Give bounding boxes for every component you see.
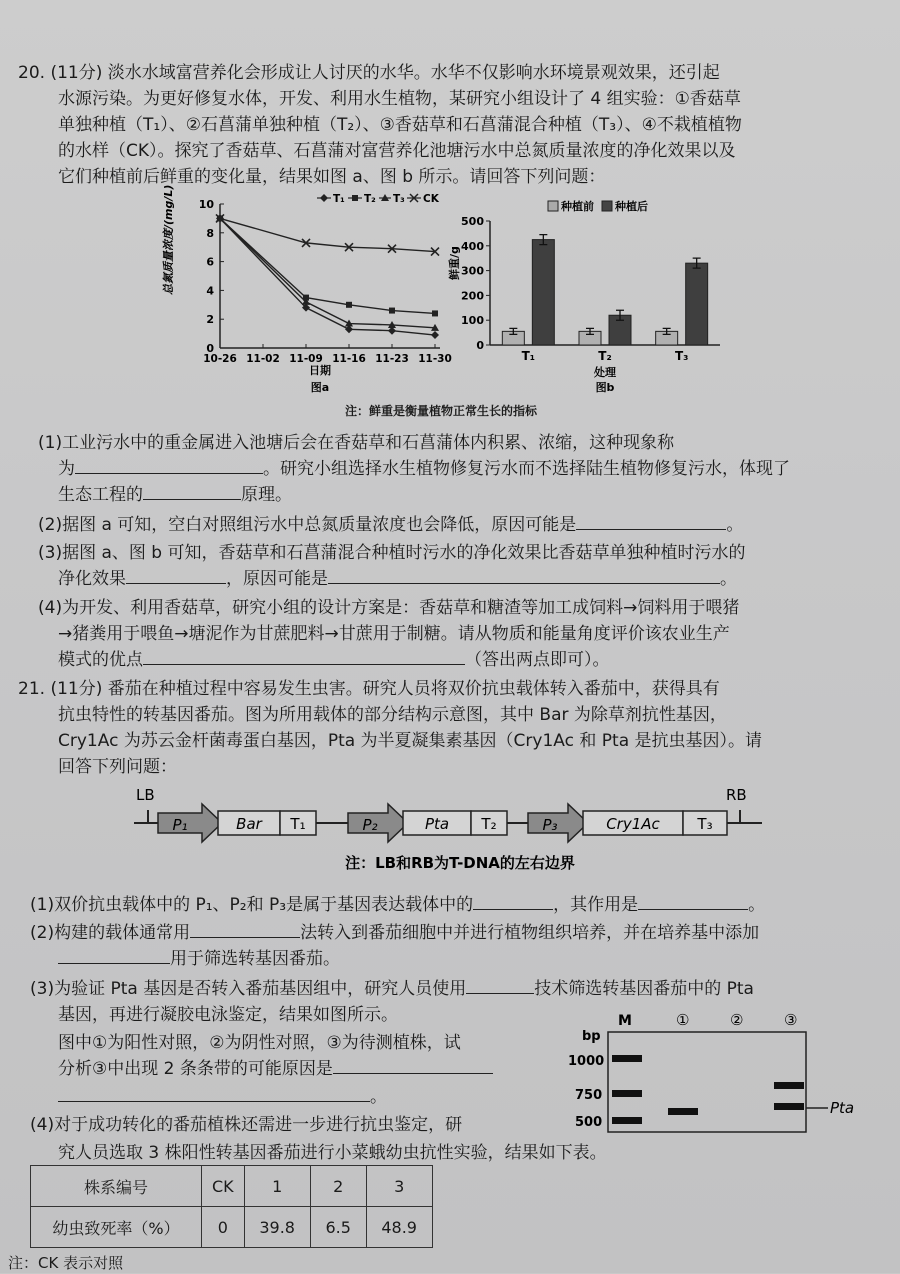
svg-text:T₁: T₁ (290, 815, 306, 833)
chart-note: 注：鲜重是衡量植物正常生长的指标 (345, 404, 538, 418)
chart-a-ytick-label: 10 (198, 198, 214, 211)
table-cell: 0 (202, 1207, 245, 1248)
q20-1-line3: 生态工程的 原理。 (58, 485, 292, 505)
bar-种植后-T₁ (532, 240, 554, 345)
answer-blank[interactable] (190, 922, 300, 938)
chart-b-ylabel: 鲜重/g (448, 246, 461, 280)
answer-blank[interactable] (126, 568, 226, 584)
vector-diagram (130, 780, 770, 880)
answer-blank[interactable] (75, 458, 263, 474)
q21-2-line1: (2)构建的载体通常用 法转入到番茄细胞中并进行植物组织培养，并在培养基中添加 (30, 923, 760, 943)
chart-a-xtick-label: 11-30 (418, 353, 452, 365)
chart-b-ytick-label: 300 (461, 264, 484, 278)
chart-b-ytick-label: 200 (461, 289, 484, 303)
lane3-band-upper (774, 1082, 804, 1089)
line-chart-a (162, 184, 460, 413)
table-cell: 39.8 (244, 1207, 310, 1248)
legend-t2: T₂ (364, 193, 376, 205)
q20-intro-line: 的水样（CK）。探究了香菇草、石菖蒲对富营养化池塘污水中总氮质量浓度的净化效果以及 (58, 141, 736, 161)
q21-4-line1: (4)对于成功转化的番茄植株还需进一步进行抗虫鉴定，研 (30, 1115, 463, 1135)
q21-4-line2: 究人员选取 3 株阳性转基因番茄进行小菜蛾幼虫抗性实验，结果如下表。 (58, 1143, 607, 1163)
q21-2-line2: 用于筛选转基因番茄。 (58, 948, 340, 970)
gel-label-500: 500 (575, 1115, 603, 1130)
marker-band-1000 (612, 1055, 642, 1062)
table-cell: CK (202, 1166, 245, 1207)
chart-a-ytick-label: 0 (206, 342, 214, 355)
chart-a-ytick-label: 4 (206, 284, 214, 298)
gel-pta-label: Pta (830, 1099, 855, 1117)
larvae-mortality-table (30, 1165, 433, 1248)
series-line-T₁ (220, 218, 435, 335)
table-header-row (31, 1166, 433, 1207)
data-point-T₂ (346, 302, 352, 308)
gel-lane-m: M (618, 1013, 632, 1029)
marker-band-500 (612, 1117, 642, 1124)
svg-text:Bar: Bar (236, 815, 262, 833)
gel-lane-3: ③ (784, 1011, 798, 1029)
table-note: 注：CK 表示对照 (8, 1254, 124, 1272)
q20-1-line1: (1)工业污水中的重金属进入池塘后会在香菇草和石菖蒲体内积累、浓缩，这种现象称 (38, 433, 675, 453)
lb-label: LB (136, 786, 155, 804)
series-line-T₂ (220, 218, 435, 313)
chart-a-title: 图a (310, 381, 330, 394)
answer-blank[interactable] (328, 568, 720, 584)
data-point-T₂ (389, 308, 395, 314)
q21-3-line1: (3)为验证 Pta 基因是否转入番茄基因组中，研究人员使用 技术筛选转基因番茄中的 Pta (30, 979, 754, 999)
chart-b-xlabel: 处理 (594, 366, 616, 379)
legend-ck: CK (423, 193, 439, 205)
chart-a-ytick-label: 6 (206, 255, 214, 269)
answer-blank[interactable] (58, 1086, 370, 1102)
q20-4-line1: (4)为开发、利用香菇草，研究小组的设计方案是：香菇草和糖渣等加工成饲料→饲料用于喂猪 (38, 598, 740, 618)
chart-b-title: 图b (595, 381, 615, 394)
chart-a-ytick-label: 8 (206, 226, 214, 240)
answer-blank[interactable] (638, 894, 748, 910)
legend-t1: T₁ (333, 193, 345, 205)
gel-label-1000: 1000 (568, 1054, 605, 1069)
table-cell: 2 (310, 1166, 366, 1207)
bar-种植后-T₃ (686, 263, 708, 345)
chart-a-xlabel: 日期 (309, 364, 331, 377)
bar-chart-b (440, 195, 730, 400)
answer-blank[interactable] (576, 514, 726, 530)
chart-b-xtick-label: T₃ (674, 349, 689, 363)
q20-3-line2: 净化效果 ，原因可能是 。 (58, 569, 737, 589)
rb-label: RB (726, 786, 747, 804)
chart-a-xtick-label: 11-23 (375, 353, 409, 365)
chart-b-xtick-label: T₁ (521, 349, 536, 363)
table-cell: 3 (366, 1166, 432, 1207)
gel-electrophoresis (560, 1005, 890, 1135)
svg-text:P₃: P₃ (542, 816, 558, 834)
svg-text:Pta: Pta (424, 815, 450, 833)
table-cell: 6.5 (310, 1207, 366, 1248)
q21-intro-line: 21. (11分) 番茄在种植过程中容易发生虫害。研究人员将双价抗虫载体转入番茄中，获得具有 (18, 679, 720, 699)
chart-a-ytick-label: 2 (206, 313, 214, 327)
svg-text:Cry1Ac: Cry1Ac (606, 815, 660, 833)
promoter-p2 (348, 804, 408, 842)
q21-3-line4: 分析③中出现 2 条条带的可能原因是 (58, 1058, 493, 1080)
lane3-band-lower (774, 1103, 804, 1110)
answer-blank[interactable] (143, 484, 241, 500)
chart-a-xtick-label: 11-02 (246, 353, 280, 365)
q20-intro-line: 水源污染。为更好修复水体，开发、利用水生植物，某研究小组设计了 4 组实验：①香菇草 (58, 89, 741, 109)
chart-a-xtick-label: 11-09 (289, 353, 323, 365)
gel-label-750: 750 (575, 1088, 603, 1103)
q20-intro-line: 它们种植前后鲜重的变化量，结果如图 a、图 b 所示。请回答下列问题： (58, 167, 606, 187)
chart-b-ytick-label: 100 (461, 314, 484, 328)
gel-bp-label: bp (582, 1029, 601, 1044)
legend-after: 种植后 (615, 200, 648, 213)
chart-b-legend (548, 199, 648, 213)
answer-blank[interactable] (143, 649, 465, 665)
svg-text:P₁: P₁ (172, 816, 188, 834)
chart-a-xtick-label: 11-16 (332, 353, 366, 365)
q21-3-line5: 。 (58, 1086, 387, 1108)
q20-4-line3: 模式的优点 （答出两点即可）。 (58, 650, 610, 670)
svg-text:P₂: P₂ (362, 816, 378, 834)
q21-intro-line: 回答下列问题： (58, 757, 177, 777)
table-cell: 48.9 (366, 1207, 432, 1248)
data-point-T₂ (432, 310, 438, 316)
svg-text:T₂: T₂ (481, 815, 497, 833)
chart-b-xtick-label: T₂ (598, 349, 612, 363)
answer-blank[interactable] (466, 978, 534, 994)
table-cell: 幼虫致死率（%） (31, 1207, 202, 1248)
chart-b-ytick-label: 500 (461, 215, 484, 228)
q21-intro-line: 抗虫特性的转基因番茄。图为所用载体的部分结构示意图，其中 Bar 为除草剂抗性基因， (58, 705, 727, 725)
answer-blank[interactable] (473, 894, 553, 910)
table-row (31, 1207, 433, 1248)
data-point-T₁ (431, 331, 439, 339)
table-cell: 1 (244, 1166, 310, 1207)
gel-lane-1: ① (676, 1011, 690, 1029)
svg-text:T₃: T₃ (697, 815, 713, 833)
q20-intro-line: 单独种植（T₁）、②石菖蒲单独种植（T₂）、③香菇草和石菖蒲混合种植（T₃）、④不栽植植物 (58, 115, 742, 135)
vector-note: 注：LB和RB为T-DNA的左右边界 (345, 854, 575, 872)
answer-blank[interactable] (58, 948, 170, 964)
q20-2-line: (2)据图 a 可知，空白对照组污水中总氮质量浓度也会降低，原因可能是 。 (38, 515, 744, 535)
answer-blank[interactable] (333, 1058, 493, 1074)
promoter-p3 (528, 804, 588, 842)
series-line-CK (220, 218, 435, 251)
gel-lane-2: ② (730, 1011, 744, 1029)
chart-a-ylabel: 总氮质量浓度/(mg/L) (162, 184, 175, 295)
promoter-p1 (158, 804, 222, 842)
q20-4-line2: →猪粪用于喂鱼→塘泥作为甘蔗肥料→甘蔗用于制糖。请从物质和能量角度评价该农业生产 (58, 624, 730, 644)
q21-3-line3: 图中①为阳性对照，②为阴性对照，③为待测植株，试 (58, 1033, 461, 1053)
legend-t3: T₃ (393, 193, 405, 205)
q21-1-line: (1)双价抗虫载体中的 P₁、P₂和 P₃是属于基因表达载体中的 ，其作用是 。 (30, 895, 766, 915)
q21-intro-line: Cry1Ac 为苏云金杆菌毒蛋白基因，Pta 为半夏凝集素基因（Cry1Ac 和 Pta 是抗虫基因）。请 (58, 731, 763, 751)
q20-3-line1: (3)据图 a、图 b 可知，香菇草和石菖蒲混合种植时污水的净化效果比香菇草单独种植时污水的 (38, 543, 746, 563)
chart-b-ytick-label: 400 (461, 239, 484, 253)
table-cell: 株系编号 (31, 1166, 202, 1207)
q20-1-line2: 为 。研究小组选择水生植物修复污水而不选择陆生植物修复污水，体现了 (58, 459, 790, 479)
chart-a-legend (317, 193, 440, 205)
q21-3-line2: 基因，再进行凝胶电泳鉴定，结果如图所示。 (58, 1005, 398, 1025)
chart-b-ytick-label: 0 (476, 339, 484, 352)
legend-before: 种植前 (561, 200, 594, 213)
chart-a-xtick-label: 10-26 (203, 353, 237, 365)
marker-band-750 (612, 1090, 642, 1097)
lane1-band (668, 1108, 698, 1115)
q20-intro-line: 20. (11分) 淡水水域富营养化会形成让人讨厌的水华。水华不仅影响水环境景观效果，还引起 (18, 63, 720, 83)
